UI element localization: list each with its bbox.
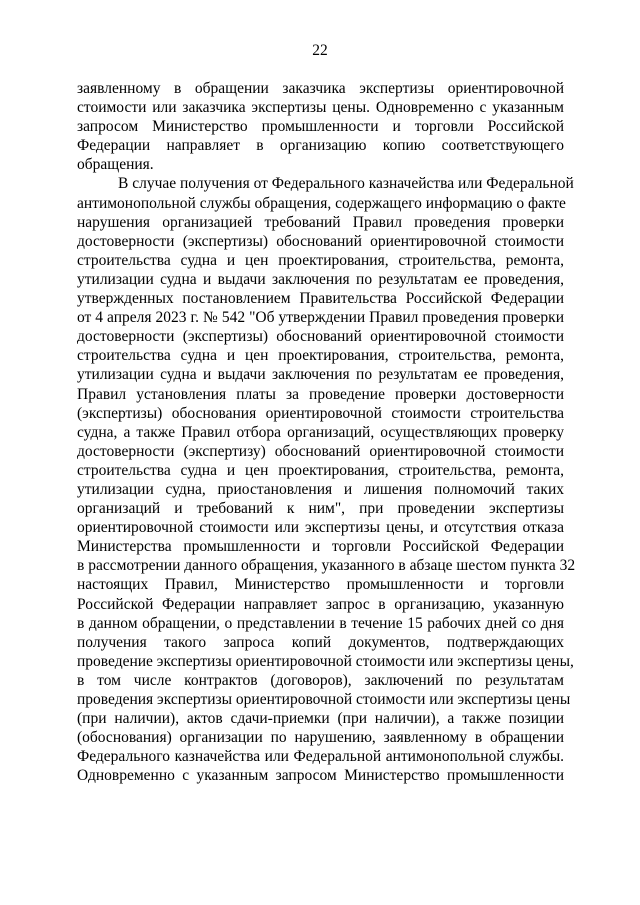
- body-text: [77, 79, 576, 785]
- text-line: Федерации направляет в организацию копию соответствующего: [77, 137, 564, 155]
- text-line: Министерства промышленности и торговли Российской Федерации: [77, 538, 564, 556]
- text-line: (экспертизы) обоснования ориентировочной стоимости строительства: [77, 404, 564, 422]
- page-number: 22: [312, 42, 328, 59]
- text-line: заявленному в обращении заказчика экспертизы ориентировочной: [77, 80, 564, 97]
- text-line: Правил установления платы за проведение проверки достоверности: [77, 385, 564, 403]
- text-line: (обоснования) организации по нарушению, заявленному в обращении: [77, 729, 564, 747]
- text-line: утилизации судна, приостановления и лишения полномочий таких: [77, 480, 564, 498]
- text-line: утилизации судна и выдачи заключения по результатам ее проведения,: [77, 366, 564, 384]
- text-line: в рассмотрении данного обращения, указанного в абзаце шестом пункта 32: [77, 557, 576, 575]
- text-line: строительства судна и цен проектирования, строительства, ремонта,: [77, 251, 564, 269]
- text-line: ориентировочной стоимости или экспертизы цены, и отсутствия отказа: [77, 519, 564, 537]
- text-line: получения такого запроса копий документов, подтверждающих: [77, 633, 564, 651]
- text-line: в данном обращении, о представлении в течение 15 рабочих дней со дня: [77, 614, 564, 632]
- text-line: антимонопольной службы обращения, содержащего информацию о факте: [77, 194, 566, 212]
- text-line: настоящих Правил, Министерство промышленности и торговли: [77, 576, 564, 594]
- text-line: проведения экспертизы ориентировочной стоимости или экспертизы цены: [77, 691, 571, 708]
- text-line: Федерального казначейства или Федеральной антимонопольной службы.: [77, 748, 564, 766]
- paragraph-first-line: В случае получения от Федерального казначейства или Федеральной: [118, 175, 574, 193]
- text-line: достоверности (экспертизы) обоснований ориентировочной стоимости: [77, 328, 564, 346]
- text-line: нарушения организацией требований Правил проведения проверки: [77, 213, 564, 231]
- text-line: утвержденных постановлением Правительства Российской Федерации: [77, 290, 564, 308]
- text-line: (при наличии), актов сдачи-приемки (при наличии), а также позиции: [77, 710, 564, 728]
- text-line: судна, а также Правил отбора организаций, осуществляющих проверку: [77, 423, 564, 441]
- text-line: от 4 апреля 2023 г. № 542 "Об утверждении Правил проведения проверки: [77, 309, 564, 327]
- text-line: строительства судна и цен проектирования, строительства, ремонта,: [77, 461, 564, 479]
- text-line: проведение экспертизы ориентировочной стоимости или экспертизы цены,: [77, 652, 574, 670]
- text-line: достоверности (экспертизы) обоснований ориентировочной стоимости: [77, 232, 564, 250]
- text-line: обращения.: [77, 156, 154, 174]
- text-line: стоимости или заказчика экспертизы цены. Одновременно с указанным: [77, 99, 564, 117]
- text-line: Российской Федерации направляет запрос в организацию, указанную: [77, 595, 564, 613]
- text-line: организаций и требований к ним", при проведении экспертизы: [77, 500, 564, 518]
- text-line: достоверности (экспертизу) обоснований ориентировочной стоимости: [77, 442, 564, 460]
- text-line: Одновременно с указанным запросом Министерство промышленности: [77, 767, 564, 785]
- text-line: запросом Министерство промышленности и торговли Российской: [77, 118, 564, 136]
- text-line: в том числе контрактов (договоров), заключений по результатам: [77, 671, 564, 689]
- text-line: строительства судна и цен проектирования, строительства, ремонта,: [77, 347, 564, 365]
- text-line: утилизации судна и выдачи заключения по результатам ее проведения,: [77, 270, 564, 288]
